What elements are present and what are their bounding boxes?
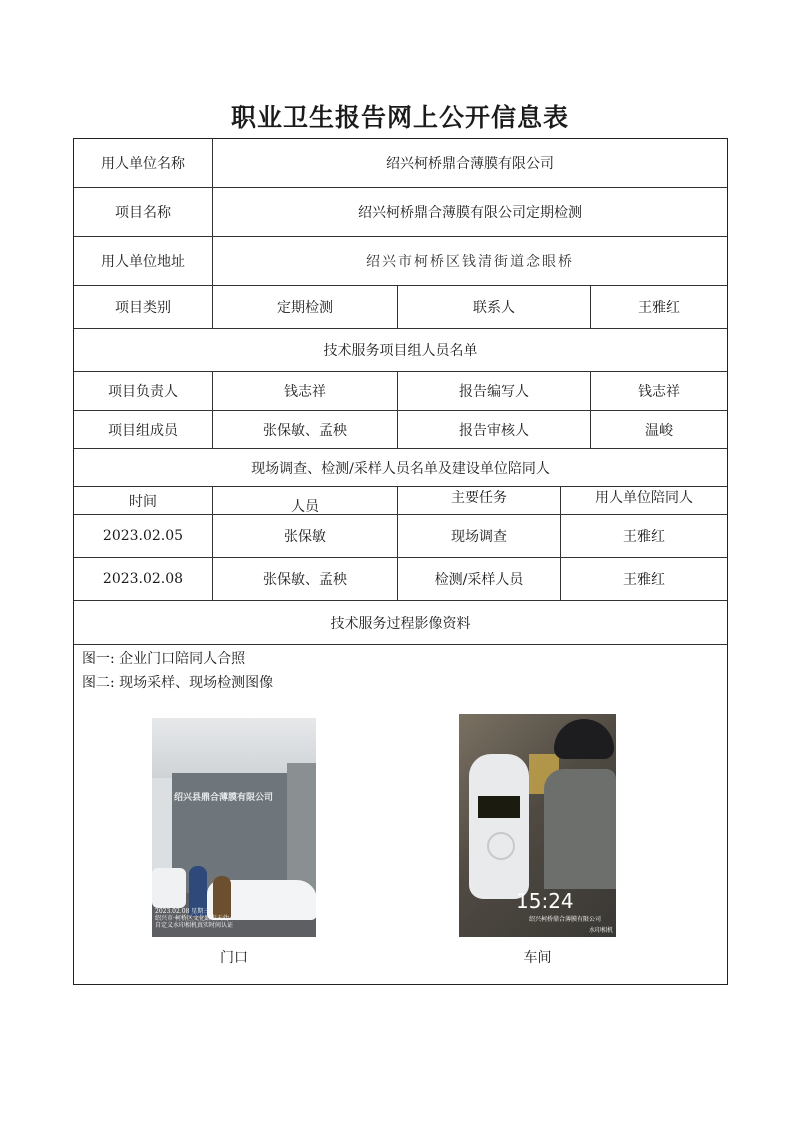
value-leader: 钱志祥: [213, 372, 398, 410]
value-employer-name: 绍兴柯桥鼎合薄膜有限公司: [386, 156, 554, 172]
photo-watermark: 2023.02.08 星期三 绍兴市·柯桥区文化路春天幼 自定义水印相机真实时间认证: [155, 908, 234, 929]
workshop-photo: [459, 714, 616, 937]
column-personnel: 人员: [213, 487, 398, 514]
row-team-heading: [74, 329, 727, 372]
figure-note-1: 图一: 企业门口陪同人合照: [82, 651, 246, 667]
value-employer-address: 绍兴市柯桥区钱清街道念眼桥: [366, 254, 574, 270]
column-escort: 用人单位陪同人: [595, 489, 693, 506]
value-project-name: 绍兴柯桥鼎合薄膜有限公司定期检测: [358, 205, 582, 221]
table-row: [74, 515, 727, 558]
value-project-type: 定期检测: [213, 286, 398, 328]
info-table: [73, 138, 728, 985]
row-team-leader: [74, 372, 727, 411]
photo-time: 15:24: [516, 889, 574, 913]
watermark-app: 水印相机: [588, 927, 613, 934]
caption-entrance: 门口: [220, 950, 248, 966]
row-media-heading: [74, 601, 727, 645]
label-project-name: 项目名称: [74, 188, 213, 236]
worker-body: [544, 769, 616, 889]
table-row: [74, 558, 727, 601]
label-members: 项目组成员: [74, 411, 213, 448]
row-employer-name: [74, 139, 727, 188]
value-writer: 钱志祥: [638, 384, 680, 400]
cell-task: 现场调查: [398, 515, 561, 557]
value-contact: 王雅红: [638, 300, 680, 316]
figure-note-2: 图二: 现场采样、现场检测图像: [82, 675, 274, 691]
label-reviewer: 报告审核人: [398, 411, 591, 448]
label-employer-name: 用人单位名称: [74, 139, 213, 187]
photo-watermark-company: 绍兴柯桥鼎合薄膜有限公司: [529, 916, 602, 923]
media-heading: 技术服务过程影像资料: [330, 615, 471, 632]
cell-task: 检测/采样人员: [398, 558, 561, 600]
row-survey-columns: [74, 487, 727, 515]
page-title: 职业卫生报告网上公开信息表: [230, 103, 569, 132]
column-task: 主要任务: [398, 487, 561, 514]
row-employer-address: [74, 237, 727, 286]
cell-personnel: 张保敏、孟秧: [213, 558, 398, 600]
value-reviewer: 温峻: [645, 422, 673, 439]
entrance-photo: [152, 718, 316, 937]
value-members: 张保敏、孟秧: [213, 411, 398, 448]
survey-heading: 现场调查、检测/采样人员名单及建设单位陪同人: [251, 460, 550, 477]
row-project-name: [74, 188, 727, 237]
label-project-type: 项目类别: [74, 286, 213, 328]
column-time: 时间: [74, 487, 213, 514]
team-heading: 技术服务项目组人员名单: [323, 343, 478, 359]
meter-display: [478, 796, 520, 818]
building-sign: 绍兴县鼎合薄膜有限公司: [174, 793, 274, 803]
label-contact: 联系人: [398, 286, 591, 328]
left-car: [152, 868, 186, 908]
label-writer: 报告编写人: [398, 372, 591, 410]
cell-time: 2023.02.08: [74, 558, 213, 600]
meter-dial: [487, 832, 515, 860]
label-leader: 项目负责人: [74, 372, 213, 410]
row-survey-heading: [74, 449, 727, 487]
caption-workshop: 车间: [523, 950, 552, 966]
sound-level-meter: [469, 754, 529, 899]
side-building: [287, 763, 316, 893]
row-team-members: [74, 411, 727, 449]
cell-escort: 王雅红: [623, 529, 665, 545]
cell-time: 2023.02.05: [74, 515, 213, 557]
cell-escort: 王雅红: [623, 572, 665, 588]
cell-personnel: 张保敏: [213, 515, 398, 557]
figure-notes: [82, 647, 273, 695]
label-employer-address: 用人单位地址: [74, 237, 213, 285]
row-project-type: [74, 286, 727, 329]
